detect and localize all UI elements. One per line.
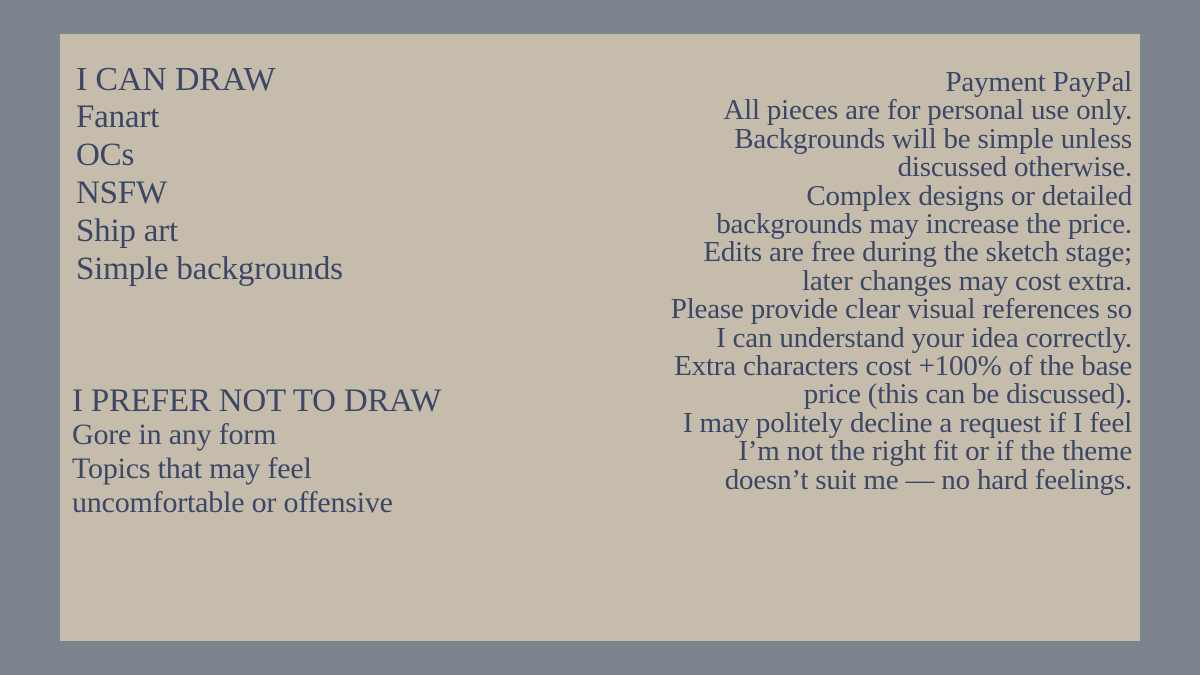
terms-line: backgrounds may increase the price. bbox=[716, 208, 1132, 241]
can-draw-section bbox=[76, 62, 343, 288]
terms-line: discussed otherwise. bbox=[897, 151, 1132, 184]
prefer-not-section bbox=[72, 384, 441, 520]
prefer-not-item: uncomfortable or offensive bbox=[72, 486, 393, 519]
terms-section bbox=[572, 68, 1132, 494]
can-draw-item: Simple backgrounds bbox=[76, 251, 343, 287]
can-draw-item: Fanart bbox=[76, 99, 160, 135]
terms-line: Please provide clear visual references so bbox=[670, 293, 1132, 326]
terms-line: Extra characters cost +100% of the base bbox=[674, 350, 1132, 383]
terms-line: Payment PayPal bbox=[945, 66, 1132, 98]
can-draw-item: Ship art bbox=[76, 213, 178, 249]
info-card bbox=[60, 34, 1140, 641]
terms-line: I can understand your idea correctly. bbox=[716, 321, 1132, 354]
terms-line: Complex designs or detailed bbox=[806, 179, 1132, 212]
terms-line: All pieces are for personal use only. bbox=[723, 94, 1132, 127]
prefer-not-item: Gore in any form bbox=[72, 418, 277, 451]
terms-line: I may politely decline a request if I feel bbox=[683, 406, 1132, 439]
prefer-not-title: I PREFER NOT TO DRAW bbox=[72, 383, 442, 419]
terms-line: I’m not the right fit or if the theme bbox=[738, 435, 1132, 468]
terms-line: doesn’t suit me — no hard feelings. bbox=[724, 463, 1132, 496]
terms-line: Edits are free during the sketch stage; bbox=[703, 236, 1132, 269]
terms-line: price (this can be discussed). bbox=[803, 378, 1132, 411]
terms-line: later changes may cost extra. bbox=[802, 264, 1132, 297]
prefer-not-item: Topics that may feel bbox=[72, 452, 312, 485]
can-draw-item: NSFW bbox=[76, 175, 167, 211]
can-draw-item: OCs bbox=[76, 137, 135, 173]
can-draw-title: I CAN DRAW bbox=[76, 61, 276, 98]
terms-line: Backgrounds will be simple unless bbox=[734, 122, 1132, 155]
